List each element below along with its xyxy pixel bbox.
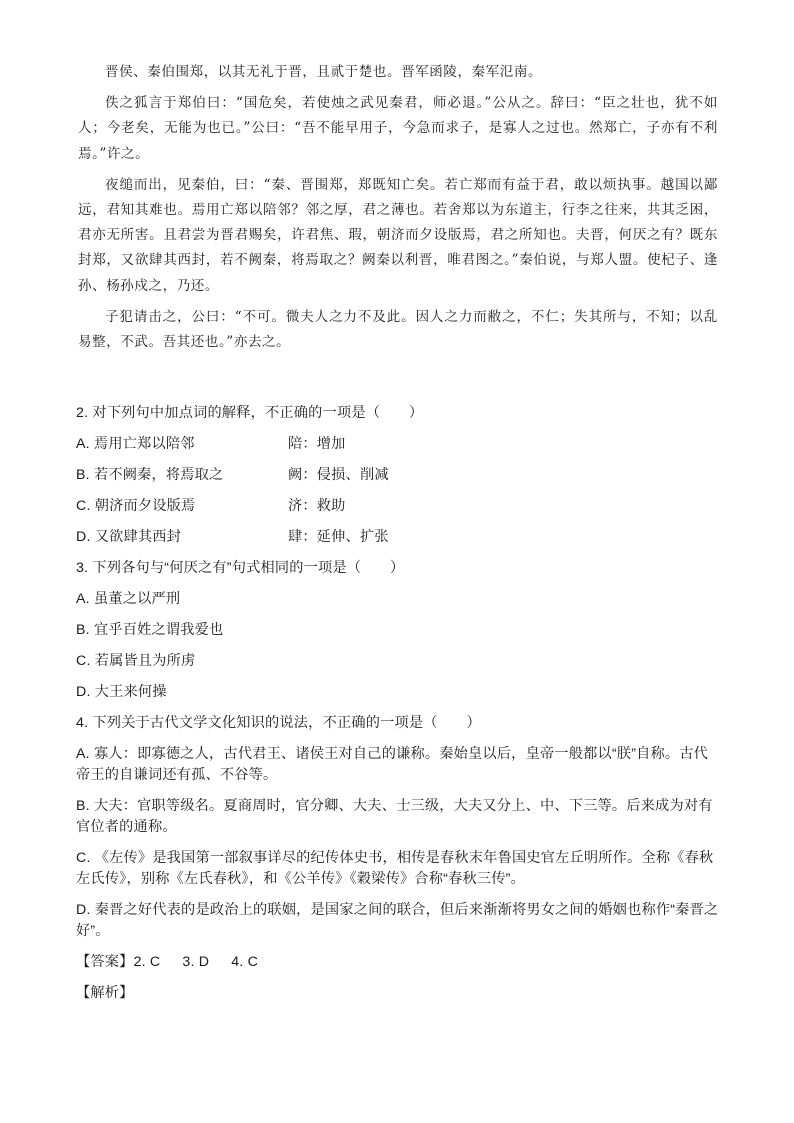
question-4-option-c: C. 《左传》是我国第一部叙事详尽的纪传体史书，相传是春秋末年鲁国史官左丘明所作。全称《春秋左氏传》，别称《左氏春秋》，和《公羊传》《穀梁传》合称“春秋三传”。 [76, 850, 714, 887]
question-2-option-a [76, 434, 720, 465]
option-sentence: A. 焉用亡郑以陪邻 [76, 436, 195, 452]
question-4-option-a: A. 寡人：即寡德之人，古代君王、诸侯王对自己的谦称。秦始皇以后，皇帝一般都以“朕”自称。古代帝王的自谦词还有孤、不谷等。 [76, 746, 709, 783]
question-4-stem: 4. 下列关于古代文学文化知识的说法，不正确的一项是（ ） [76, 715, 481, 731]
answer-label: 【答案】 [76, 954, 134, 970]
question-3-option-a: A. 虽董之以严刑 [76, 591, 181, 607]
answer-item: 3. D [182, 954, 210, 970]
option-gloss: 阙：侵损、削减 [288, 467, 389, 483]
option-sentence: D. 又欲肆其西封 [76, 529, 182, 545]
passage-paragraph: 夜缒而出，见秦伯，曰：“秦、晋围郑，郑既知亡矣。若亡郑而有益于君，敢以烦执事。越国以鄙远，君知其难也。焉用亡郑以陪邻？邻之厚，君之薄也。若舍郑以为东道主，行李之往来，共其乏困，君亦无所害。且君尝为晋君赐矣，许君焦、瑕，朝济而夕设版焉，君之所知也。夫晋，何厌之有？既东封郑，又欲肆其西封，若不阙秦，将焉取之？阙秦以利晋，唯君图之。”秦伯说，与郑人盟。使杞子、逢孙、杨孙戍之，乃还。 [78, 176, 718, 294]
option-gloss: 陪：增加 [288, 436, 346, 452]
question-2-option-c [76, 496, 720, 527]
analysis-label: 【解析】 [76, 985, 134, 1001]
question-section [76, 403, 720, 1014]
passage-paragraph: 子犯请击之，公曰：“不可。微夫人之力不及此。因人之力而敝之，不仁；失其所与，不知；以乱易整，不武。吾其还也。”亦去之。 [78, 308, 718, 351]
question-3-option-b: B. 宜乎百姓之谓我爱也 [76, 622, 224, 638]
passage-paragraph: 佚之狐言于郑伯曰：“国危矣，若使烛之武见秦君，师必退。”公从之。辞曰：“臣之壮也，犹不如人；今老矣，无能为也已。”公曰：“吾不能早用子，今急而求子，是寡人之过也。然郑亡，子亦有不利焉。”许之。 [78, 95, 718, 162]
answer-line [76, 952, 720, 983]
option-gloss: 济：救助 [288, 498, 346, 514]
passage-paragraph: 晋侯、秦伯围郑，以其无礼于晋，且贰于楚也。晋军函陵，秦军氾南。 [105, 64, 543, 80]
option-gloss: 肆：延伸、扩张 [288, 529, 389, 545]
question-3-option-c: C. 若属皆且为所虏 [76, 653, 196, 669]
question-4-option-d: D. 秦晋之好代表的是政治上的联姻，是国家之间的联合，但后来渐渐将男女之间的婚姻也称作“秦晋之好”。 [76, 902, 719, 939]
question-3-stem: 3. 下列各句与“何厌之有”句式相同的一项是（ ） [76, 560, 405, 576]
question-2-stem: 2. 对下列句中加点词的解释，不正确的一项是（ ） [76, 405, 424, 421]
classical-passage [78, 60, 718, 361]
option-sentence: B. 若不阙秦，将焉取之 [76, 467, 224, 483]
option-sentence: C. 朝济而夕设版焉 [76, 498, 196, 514]
question-2-option-d [76, 527, 720, 558]
question-4-option-b: B. 大夫：官职等级名。夏商周时，官分卿、大夫、士三级，大夫又分上、中、下三等。后来成为对有官位者的通称。 [76, 798, 713, 835]
question-2-option-b [76, 465, 720, 496]
answer-item: 2. C [133, 954, 161, 970]
answer-item: 4. C [231, 954, 259, 970]
question-3-option-d: D. 大王来何操 [76, 684, 167, 700]
